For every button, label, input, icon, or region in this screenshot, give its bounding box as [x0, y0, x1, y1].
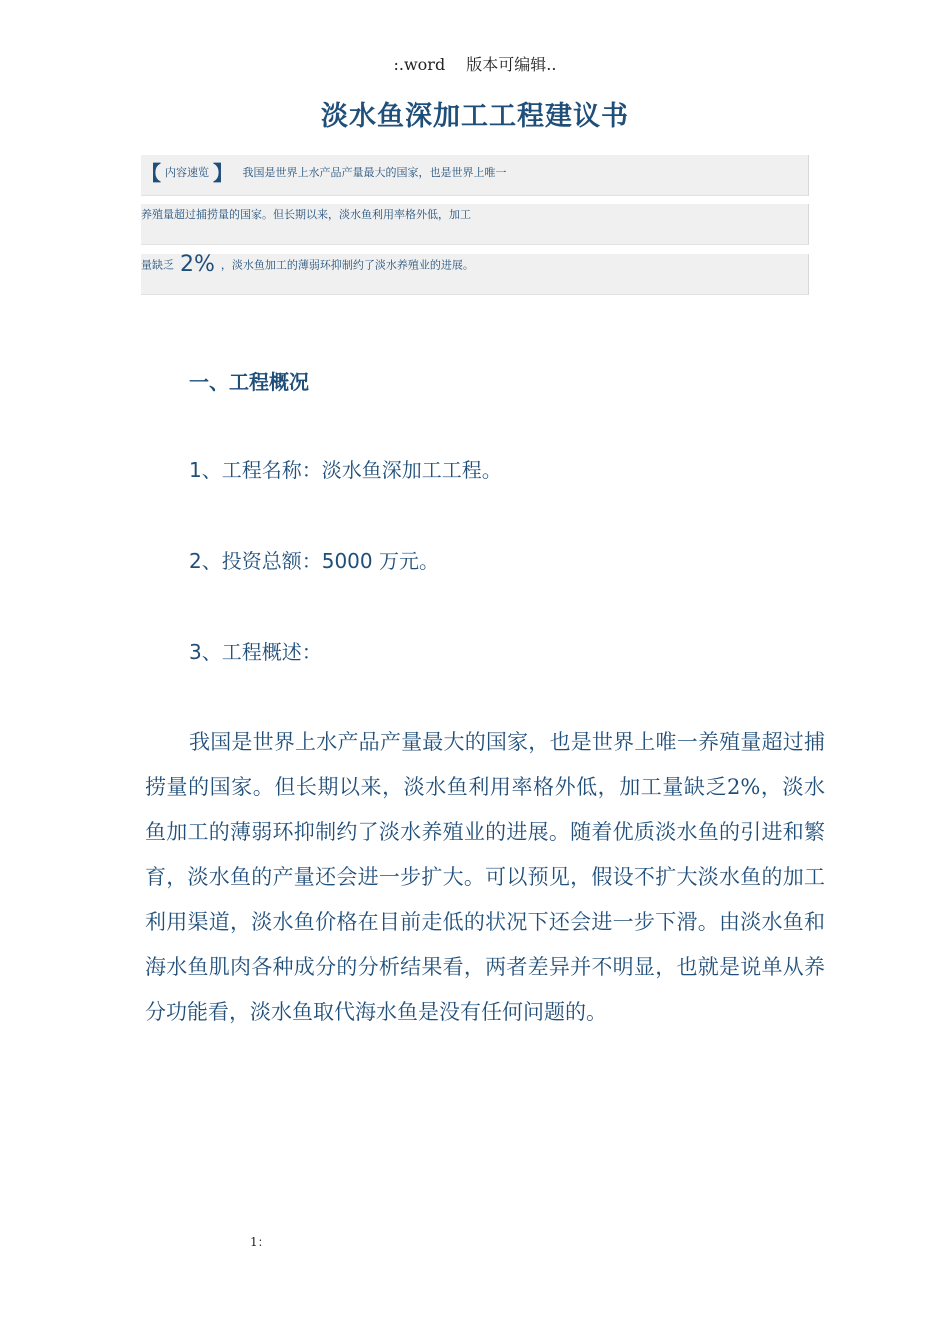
summary-tag: 内容速览 — [165, 165, 209, 179]
header-word-label: :.word — [393, 55, 446, 74]
summary-line-3-prefix: 量缺乏 — [141, 258, 174, 272]
project-overview-item: 3、工程概述： — [189, 640, 322, 664]
summary-line-1: 我国是世界上水产品产量最大的国家，也是世界上唯一 — [242, 165, 507, 179]
project-name-item: 1、工程名称：淡水鱼深加工工程。 — [189, 458, 502, 482]
investment-total-item: 2、投资总额：5000 万元。 — [189, 549, 439, 573]
document-title: 淡水鱼深加工工程建议书 — [321, 101, 629, 132]
page-header — [0, 52, 950, 75]
page-footer: 1： — [250, 1235, 270, 1249]
summary-percent: 2% — [180, 252, 215, 277]
summary-line-3-suffix: ，淡水鱼加工的薄弱环抑制约了淡水养殖业的进展。 — [220, 258, 474, 272]
summary-bracket-open: 【 — [141, 161, 161, 185]
header-editable-label: 版本可编辑.. — [466, 55, 557, 74]
summary-band-2 — [141, 204, 809, 245]
section-heading: 一、工程概况 — [189, 370, 309, 394]
summary-line-2: 养殖量超过捕捞量的国家。但长期以来，淡水鱼利用率格外低，加工 — [141, 208, 471, 221]
summary-band-1 — [141, 155, 809, 196]
overview-paragraph: 我国是世界上水产品产量最大的国家，也是世界上唯一养殖量超过捕捞量的国家。但长期以来，淡水鱼利用率格外低，加工量缺乏2%，淡水鱼加工的薄弱环抑制约了淡水养殖业的进展。随着优质淡水鱼的引进和繁育，淡水鱼的产量还会进一步扩大。可以预见，假设不扩大淡水鱼的加工利用渠道，淡水鱼价格在目前走低的状况下还会进一步下滑。由淡水鱼和海水鱼肌肉各种成分的分析结果看，两者差异并不明显，也就是说单从养分功能看，淡水鱼取代海水鱼是没有任何问题的。 — [145, 730, 825, 1024]
summary-band-3 — [141, 254, 809, 295]
summary-bracket-close: 】 — [213, 161, 233, 185]
